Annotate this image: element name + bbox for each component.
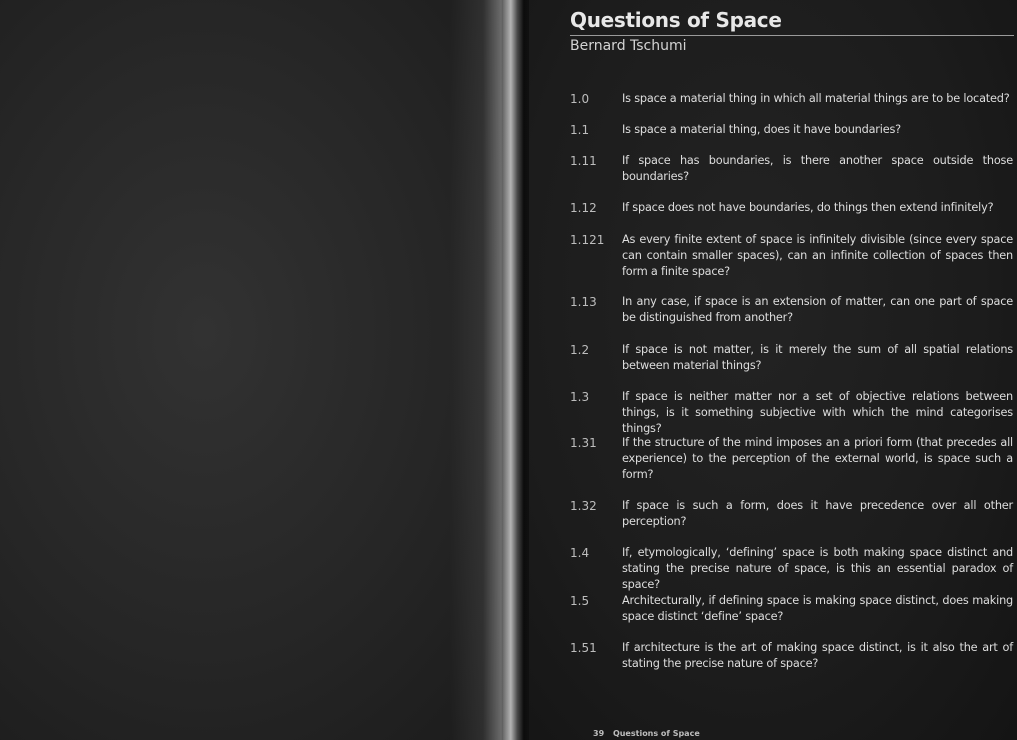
author-name: Bernard Tschumi <box>570 38 687 54</box>
question-text: If space is neither matter nor a set of objective relations between things, is it something subjective with which the mind categorises things? <box>622 390 1013 435</box>
question-text: Architecturally, if defining space is making space distinct, does making space distinct ‘define’ space? <box>622 594 1013 623</box>
question-text: If space is such a form, does it have precedence over all other perception? <box>622 499 1013 528</box>
question-number: 1.2 <box>570 343 590 357</box>
question-text: If the structure of the mind imposes an a priori form (that precedes all experience) to the perception of the external world, is space such a form? <box>622 436 1013 481</box>
question-text: If, etymologically, ‘defining’ space is both making space distinct and stating the precise nature of space, is this an essential paradox of space? <box>622 546 1013 591</box>
running-title: Questions of Space <box>612 729 700 738</box>
question-number: 1.0 <box>570 92 590 106</box>
question-text: If space is not matter, is it merely the sum of all spatial relations between material things? <box>622 343 1013 372</box>
question-text: As every finite extent of space is infinitely divisible (since every space can contain smaller spaces), can an infinite collection of spaces then form a finite space? <box>622 233 1013 278</box>
question-number: 1.1 <box>570 123 590 137</box>
question-number: 1.11 <box>570 154 597 168</box>
question-text: Is space a material thing in which all material things are to be located? <box>622 92 1010 105</box>
question-number: 1.12 <box>570 201 597 215</box>
page-title: Questions of Space <box>570 6 1014 36</box>
question-text: If space does not have boundaries, do things then extend infinitely? <box>622 201 994 214</box>
question-number: 1.4 <box>570 546 590 560</box>
question-number: 1.32 <box>570 499 597 513</box>
question-number: 1.5 <box>570 594 590 608</box>
page-number: 39 <box>593 729 605 738</box>
question-text: Is space a material thing, does it have boundaries? <box>622 123 901 136</box>
question-text: In any case, if space is an extension of matter, can one part of space be distinguished from another? <box>622 295 1013 324</box>
book-gutter <box>503 0 529 740</box>
question-number: 1.3 <box>570 390 590 404</box>
question-text: If space has boundaries, is there another space outside those boundaries? <box>622 154 1013 183</box>
question-number: 1.31 <box>570 436 597 450</box>
page-footer <box>593 729 700 738</box>
question-number: 1.13 <box>570 295 597 309</box>
question-text: If architecture is the art of making space distinct, is it also the art of stating the precise nature of space? <box>622 641 1013 670</box>
question-number: 1.121 <box>570 233 605 247</box>
question-number: 1.51 <box>570 641 597 655</box>
title-block <box>570 6 1014 54</box>
